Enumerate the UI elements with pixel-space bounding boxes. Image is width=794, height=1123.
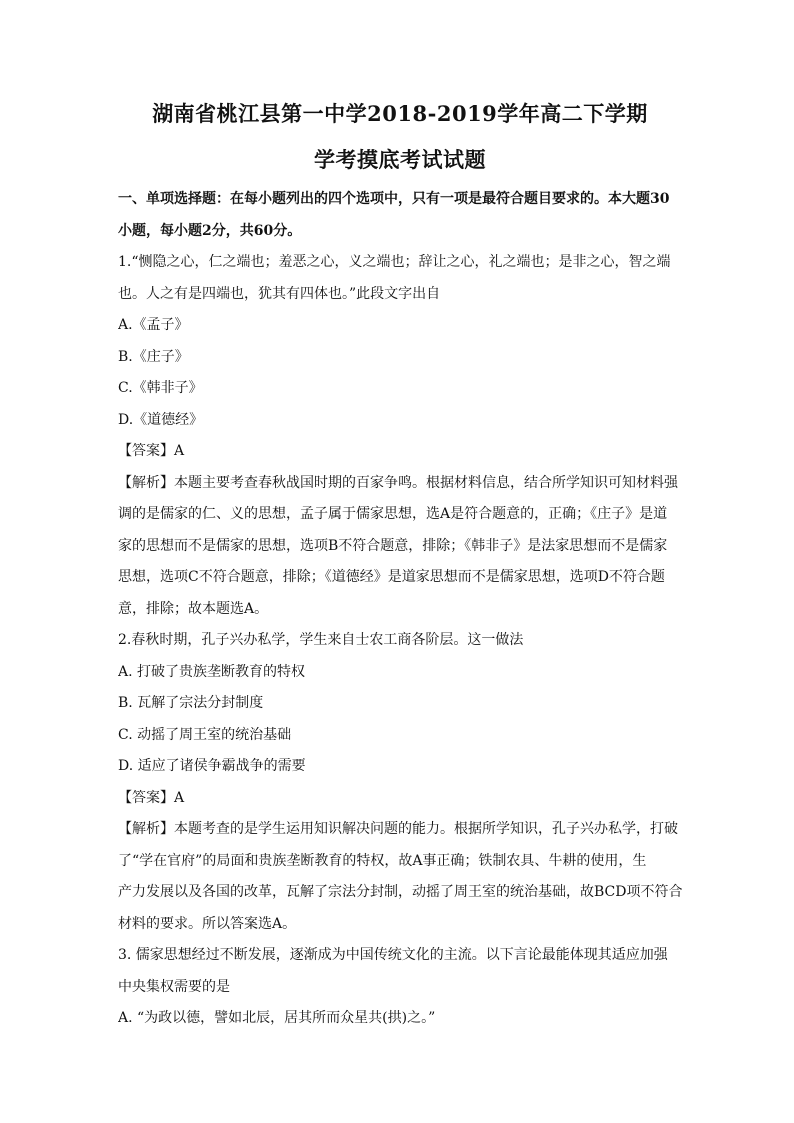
question-2-analysis-line: 产力发展以及各国的改革，瓦解了宗法分封制，动摇了周王室的统治基础，故BCD项不符合	[118, 884, 682, 900]
question-1-stem-line-2: 也。人之有是四端也，犹其有四体也。”此段文字出自	[118, 285, 441, 302]
question-1-option-a: A.《孟子》	[118, 317, 189, 333]
question-2-analysis-line: 材料的要求。所以答案选A。	[118, 915, 297, 932]
question-1-analysis-line: 家的思想而不是儒家的思想，选项B不符合题意，排除；《韩非子》是法家思想而不是儒家	[118, 537, 668, 554]
page-subtitle: 学考摸底考试试题	[314, 147, 486, 172]
question-2-option-c: C. 动摇了周王室的统治基础	[118, 726, 292, 743]
question-1-analysis-line: 调的是儒家的仁、义的思想，孟子属于儒家思想，选A是符合题意的，正确；《庄子》是道	[118, 506, 668, 522]
question-1-analysis-line: 思想，选项C不符合题意，排除；《道德经》是道家思想而不是儒家思想，选项D不符合题	[118, 569, 665, 585]
question-1-analysis-line: 【解析】本题主要考查春秋战国时期的百家争鸣。根据材料信息，结合所学知识可知材料强	[118, 474, 678, 491]
question-1	[118, 247, 682, 625]
question-2	[118, 625, 682, 940]
question-3-stem-line-1: 3. 儒家思想经过不断发展，逐渐成为中国传统文化的主流。以下言论最能体现其适应加强	[118, 947, 668, 963]
section-heading-line-1: 一、单项选择题：在每小题列出的四个选项中，只有一项是最符合题目要求的。本大题30	[118, 191, 670, 207]
question-2-option-d: D. 适应了诸侯争霸战争的需要	[118, 758, 306, 774]
question-2-answer: 【答案】A	[118, 789, 185, 806]
question-1-analysis-line: 意，排除；故本题选A。	[118, 600, 269, 617]
question-2-analysis-line: 【解析】本题考查的是学生运用知识解决问题的能力。根据所学知识，孔子兴办私学，打破	[118, 821, 678, 837]
question-1-stem-line-1: 1.“恻隐之心，仁之端也；羞恶之心，义之端也；辞让之心，礼之端也；是非之心，智之端	[118, 254, 671, 270]
question-3-option-a: A. “为政以德，譬如北辰，居其所而众星共(拱)之。”	[118, 1010, 436, 1026]
question-1-answer: 【答案】A	[118, 443, 185, 459]
question-3-stem-line-2: 中央集权需要的是	[118, 978, 230, 995]
question-2-analysis-line: 了“学在官府”的局面和贵族垄断教育的特权，故A事正确；铁制农具、牛耕的使用，生	[118, 852, 647, 869]
section-heading-line-2: 小题，每小题2分，共60分。	[118, 222, 302, 239]
question-2-option-a: A. 打破了贵族垄断教育的特权	[118, 663, 306, 680]
question-1-option-c: C.《韩非子》	[118, 380, 203, 396]
question-1-option-d: D.《道德经》	[118, 411, 204, 428]
question-2-stem-line-1: 2.春秋时期，孔子兴办私学，学生来自士农工商各阶层。这一做法	[118, 632, 524, 648]
question-1-option-b: B.《庄子》	[118, 348, 189, 365]
page-title: 湖南省桃江县第一中学2018-2019学年高二下学期	[152, 101, 648, 126]
question-2-option-b: B. 瓦解了宗法分封制度	[118, 695, 264, 711]
question-3	[118, 940, 682, 1035]
